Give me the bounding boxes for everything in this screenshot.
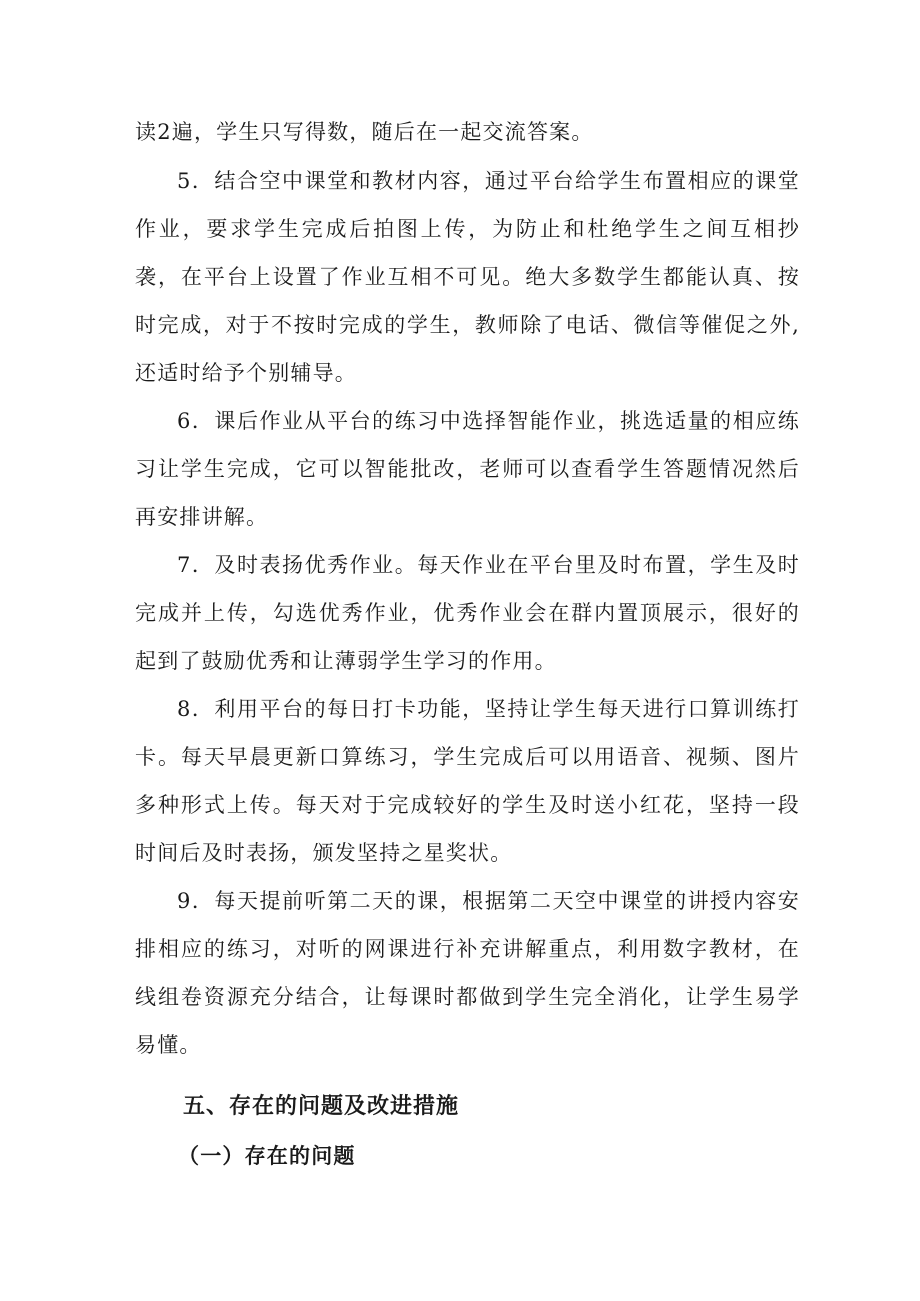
paragraph-item-5: 5．结合空中课堂和教材内容，通过平台给学生布置相应的课堂作业，要求学生完成后拍图上传，为防止和杜绝学生之间互相抄袭，在平台上设置了作业互相不可见。绝大多数学生都能认真、按时完成，对于不按时完成的学生，教师除了电话、微信等催促之外,还适时给予个别辅导。 xyxy=(135,169,800,385)
paragraph-item-6: 6．课后作业从平台的练习中选择智能作业，挑选适量的相应练习让学生完成，它可以智能批改，老师可以查看学生答题情况然后再安排讲解。 xyxy=(135,409,800,529)
paragraph-item-9: 9．每天提前听第二天的课，根据第二天空中课堂的讲授内容安排相应的练习，对听的网课进行补充讲解重点，利用数字教材，在线组卷资源充分结合，让每课时都做到学生完全消化，让学生易学易懂。 xyxy=(135,889,800,1057)
paragraph-continuation: 读2遍，学生只写得数，随后在一起交流答案。 xyxy=(135,120,594,144)
section-heading: 五、存在的问题及改进措施 xyxy=(183,1094,460,1119)
paragraph-item-7: 7．及时表扬优秀作业。每天作业在平台里及时布置，学生及时完成并上传，勾选优秀作业，优秀作业会在群内置顶展示，很好的起到了鼓励优秀和让薄弱学生学习的作用。 xyxy=(135,553,800,673)
subsection-heading: （一）存在的问题 xyxy=(178,1143,356,1168)
paragraph-item-8: 8．利用平台的每日打卡功能，坚持让学生每天进行口算训练打卡。每天早晨更新口算练习，学生完成后可以用语音、视频、图片多种形式上传。每天对于完成较好的学生及时送小红花，坚持一段时间后及时表扬，颁发坚持之星奖状。 xyxy=(135,697,800,865)
